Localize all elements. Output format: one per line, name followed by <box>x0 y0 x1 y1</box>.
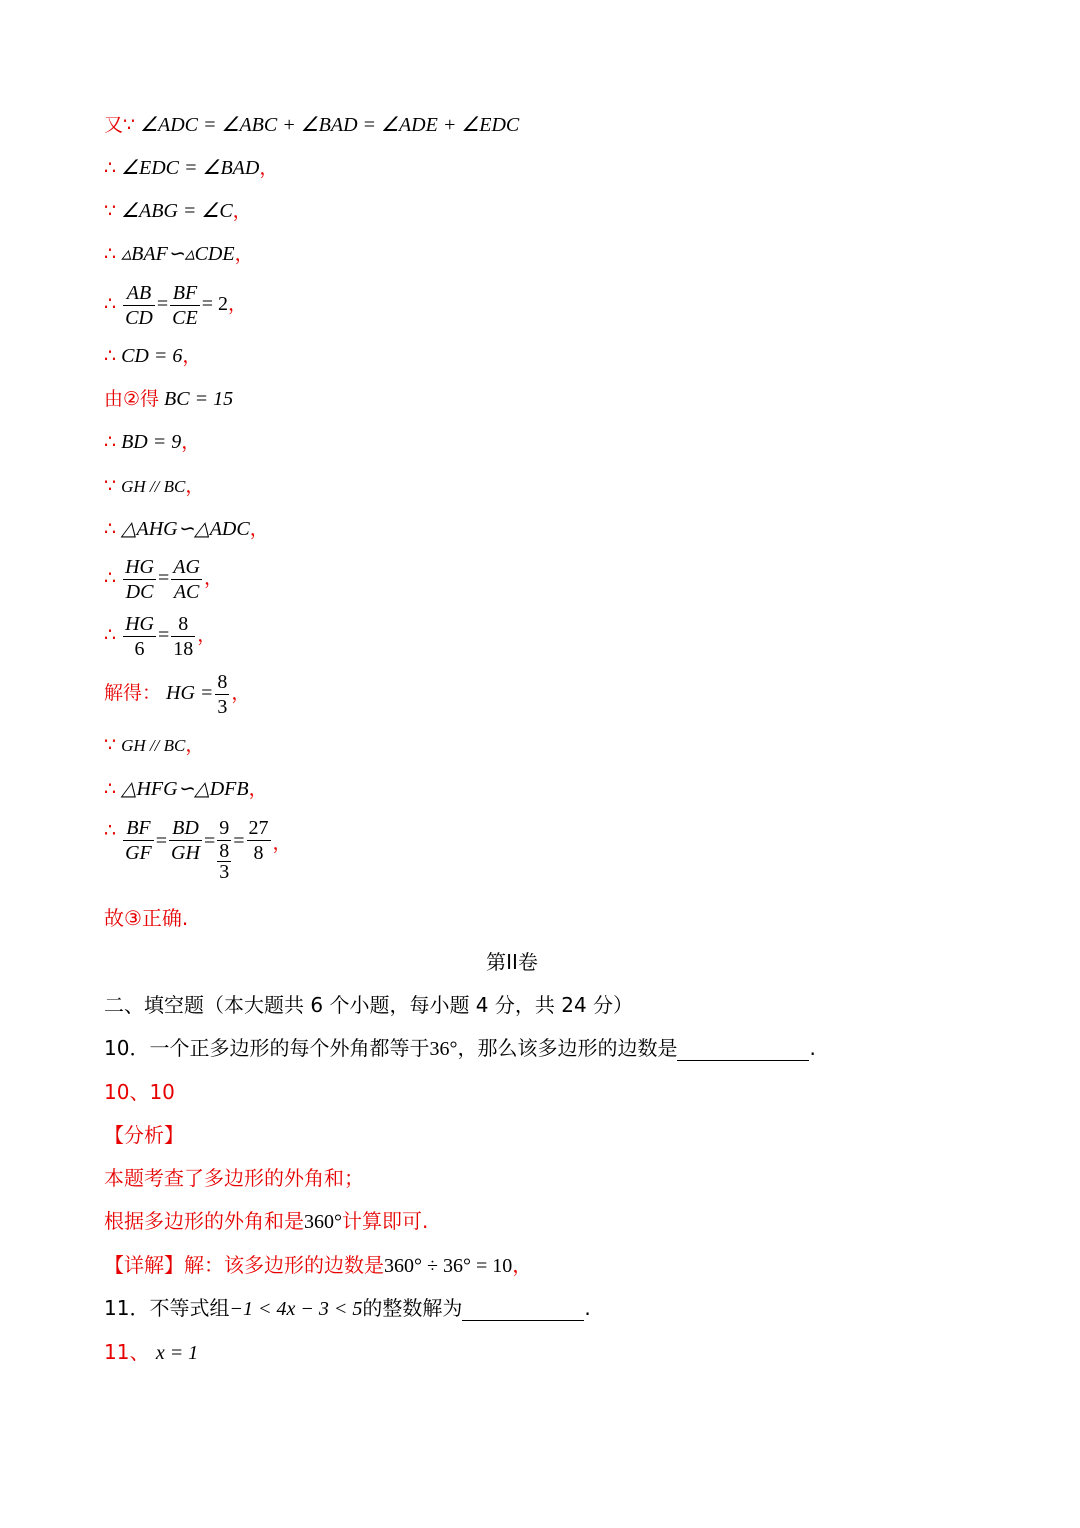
analysis-text: 根据多边形的外角和是 <box>104 1209 304 1233</box>
proof-line-9 <box>104 474 204 499</box>
therefore-symbol: ∴ <box>104 624 117 647</box>
section-heading: 二、填空题（本大题共 6 个小题，每小题 4 分，共 24 分） <box>104 993 634 1017</box>
equals-sign: = <box>203 830 216 852</box>
math-expression: BC = 15 <box>164 388 234 410</box>
fraction-bf-ce <box>170 282 200 329</box>
question-text: 的整数解为 <box>362 1296 463 1320</box>
comma: ， <box>234 243 254 265</box>
fraction-8-3 <box>215 671 229 718</box>
degree-value: 360° <box>304 1211 342 1233</box>
question-text: 11．不等式组 <box>104 1296 230 1320</box>
detail-text: 【详解】解：该多边形的边数是 <box>104 1253 384 1277</box>
numerator: HG <box>125 556 154 578</box>
math-expression: GH // BC <box>121 477 186 496</box>
fraction-hg-dc <box>123 556 156 603</box>
therefore-symbol: ∴ <box>104 819 117 842</box>
line-prefix: 解得： <box>104 682 162 705</box>
therefore-symbol: ∴ <box>104 243 117 265</box>
proof-line-11 <box>104 556 223 603</box>
nested-denominator <box>217 841 231 883</box>
comma: ， <box>228 293 248 316</box>
nested-denominator-value: 3 <box>219 861 230 883</box>
comma: ， <box>259 157 279 179</box>
therefore-symbol: ∴ <box>104 345 117 367</box>
comma: ， <box>231 682 251 705</box>
denominator: AC <box>173 581 200 603</box>
proof-line-2 <box>104 156 278 180</box>
numerator: HG <box>125 613 154 635</box>
because-symbol: ∵ <box>104 200 117 222</box>
proof-line-10 <box>104 517 269 541</box>
fraction-bd-gh <box>169 817 202 864</box>
denominator: 6 <box>134 638 145 660</box>
line-prefix: 由②得 <box>104 388 160 410</box>
numerator: 9 <box>219 817 230 839</box>
fraction-hg-6 <box>123 613 156 660</box>
proof-conclusion: 故③正确. <box>104 906 189 930</box>
proof-line-12 <box>104 613 216 660</box>
denominator: 3 <box>217 696 228 718</box>
math-expression: △HFG∽△DFB <box>121 778 249 800</box>
section-title: 第II卷 <box>486 950 538 974</box>
comma: ， <box>185 475 205 497</box>
fraction-ab-cd <box>123 282 155 329</box>
comma: ， <box>512 1253 533 1277</box>
detail-line <box>104 1253 532 1278</box>
because-symbol: ∵ <box>104 475 117 497</box>
analysis-line-2 <box>104 1209 428 1234</box>
question-11 <box>104 1296 591 1321</box>
proof-line-16 <box>104 817 292 883</box>
proof-line-1 <box>104 113 519 137</box>
answer-10: 10、10 <box>104 1080 175 1104</box>
comma: ， <box>203 567 223 590</box>
therefore-symbol: ∴ <box>104 157 117 179</box>
proof-line-5 <box>104 282 247 329</box>
comma: ， <box>181 431 201 453</box>
equals-sign: = <box>156 293 169 316</box>
math-expression: ∠EDC = ∠BAD <box>121 157 260 179</box>
proof-line-3 <box>104 199 252 223</box>
fraction-ag-ac <box>171 556 202 603</box>
math-expression: GH // BC <box>121 736 186 755</box>
numerator: AG <box>173 556 200 578</box>
numerator: 8 <box>217 671 228 693</box>
proof-line-8 <box>104 430 200 454</box>
comma: ， <box>185 734 205 756</box>
answer-11 <box>104 1340 198 1365</box>
line-prefix: 又∵ <box>104 114 136 136</box>
proof-line-13 <box>104 671 250 718</box>
math-expression: CD = 6 <box>121 345 183 367</box>
comma: ， <box>249 518 269 540</box>
math-expression: HG = <box>166 682 214 705</box>
nested-numerator: 8 <box>219 840 230 862</box>
numerator: AB <box>123 282 155 306</box>
answer-blank <box>677 1040 809 1061</box>
analysis-line-1: 本题考查了多边形的外角和； <box>104 1166 364 1190</box>
comma: ， <box>182 345 202 367</box>
period: . <box>584 1296 591 1320</box>
denominator: 18 <box>173 638 194 660</box>
degree-value: 36° <box>429 1038 458 1060</box>
numerator: BF <box>123 817 154 841</box>
equals-sign: = <box>157 567 170 590</box>
question-text: ，那么该多边形的边数是 <box>457 1036 678 1060</box>
proof-line-6 <box>104 344 201 368</box>
numerator: BF <box>170 282 200 306</box>
proof-line-7 <box>104 387 233 411</box>
numerator: 27 <box>248 817 269 839</box>
math-expression: = 2 <box>201 293 229 316</box>
therefore-symbol: ∴ <box>104 778 117 800</box>
math-expression: x = 1 <box>155 1342 199 1364</box>
proof-line-14 <box>104 733 204 758</box>
therefore-symbol: ∴ <box>104 431 117 453</box>
equals-sign: = <box>233 830 245 852</box>
math-expression: ∠ABG = ∠C <box>121 200 233 222</box>
denominator: CE <box>172 307 198 329</box>
analysis-text: 计算即可. <box>342 1209 429 1233</box>
math-expression: BD = 9 <box>121 431 182 453</box>
answer-prefix: 11、 <box>104 1340 150 1364</box>
because-symbol: ∵ <box>104 734 117 756</box>
proof-line-15 <box>104 777 268 801</box>
denominator: CD <box>125 307 153 329</box>
question-10 <box>104 1036 816 1061</box>
numerator: 8 <box>171 613 195 637</box>
comma: ， <box>272 832 292 854</box>
denominator: 8 <box>253 842 264 864</box>
therefore-symbol: ∴ <box>104 518 117 540</box>
fraction-bf-gf <box>123 817 154 864</box>
numerator: BD <box>169 817 202 841</box>
fraction-8-18 <box>171 613 195 660</box>
math-expression: ∠ADC = ∠ABC + ∠BAD = ∠ADE + ∠EDC <box>140 114 520 136</box>
analysis-label: 【分析】 <box>104 1123 184 1147</box>
fraction-27-8 <box>247 817 271 864</box>
period: . <box>809 1036 816 1060</box>
denominator: GF <box>125 842 152 864</box>
question-text: 10．一个正多边形的每个外角都等于 <box>104 1036 430 1060</box>
equals-sign: = <box>155 830 168 852</box>
math-expression: ▵BAF∽▵CDE <box>121 243 235 265</box>
comma: ， <box>232 200 252 222</box>
compound-fraction-9-over-8-3 <box>217 817 231 883</box>
therefore-symbol: ∴ <box>104 293 117 316</box>
math-expression: 360° ÷ 36° = 10 <box>384 1255 513 1277</box>
therefore-symbol: ∴ <box>104 567 117 590</box>
proof-line-4 <box>104 242 254 266</box>
denominator: DC <box>125 581 154 603</box>
denominator: GH <box>171 842 200 864</box>
comma: ， <box>197 624 217 647</box>
comma: ， <box>248 778 268 800</box>
answer-blank <box>462 1300 584 1321</box>
equals-sign: = <box>157 624 170 647</box>
math-expression: △AHG∽△ADC <box>121 518 250 540</box>
math-expression: −1 < 4x − 3 < 5 <box>229 1298 363 1320</box>
